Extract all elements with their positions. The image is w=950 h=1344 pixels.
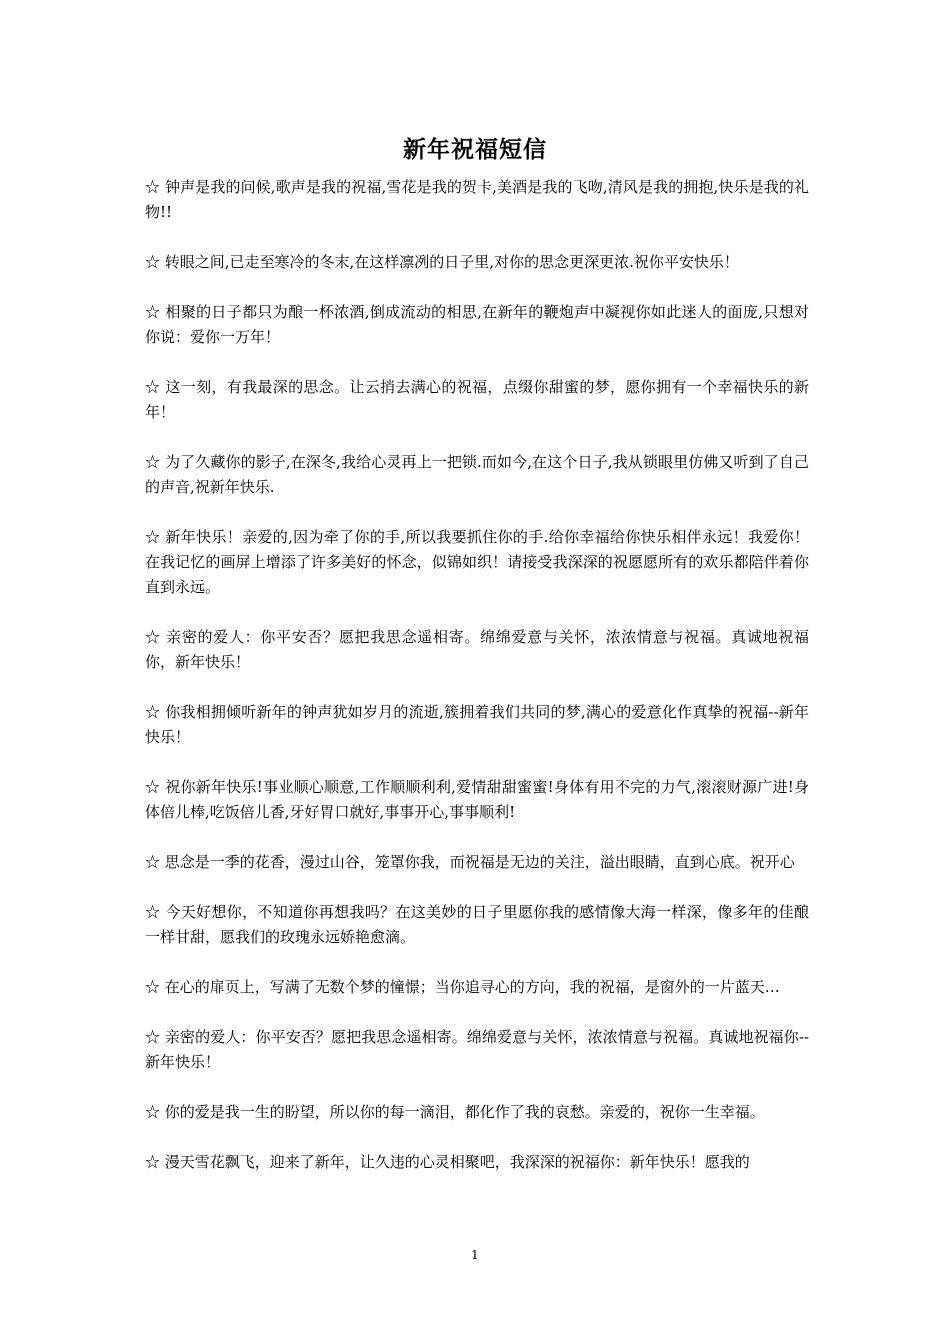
paragraph: ☆ 亲密的爱人：你平安否？愿把我思念遥相寄。绵绵爱意与关怀，浓浓情意与祝福。真诚地祝福你--新年快乐！ bbox=[145, 1028, 809, 1071]
paragraph: ☆ 这一刻，有我最深的思念。让云捎去满心的祝福，点缀你甜蜜的梦，愿你拥有一个幸福快乐的新年！ bbox=[145, 378, 809, 421]
paragraph: ☆ 亲密的爱人：你平安否？愿把我思念遥相寄。绵绵爱意与关怀，浓浓情意与祝福。真诚地祝福你，新年快乐！ bbox=[145, 628, 809, 671]
paragraph: ☆ 祝你新年快乐!事业顺心顺意,工作顺顺利利,爱情甜甜蜜蜜!身体有用不完的力气,滚滚财源广进!身体倍儿棒,吃饭倍儿香,牙好胃口就好,事事开心,事事顺利! bbox=[145, 778, 809, 821]
paragraph: ☆ 新年快乐！亲爱的,因为牵了你的手,所以我要抓住你的手.给你幸福给你快乐相伴永远！我爱你！ 在我记忆的画屏上增添了许多美好的怀念，似锦如织！请接受我深深的祝愿愿所有的欢乐都陪伴着你直到永远。 bbox=[145, 528, 809, 596]
paragraph: ☆ 你我相拥倾听新年的钟声犹如岁月的流逝,簇拥着我们共同的梦,满心的爱意化作真挚的祝福--新年快乐！ bbox=[145, 703, 809, 746]
paragraph: ☆ 为了久藏你的影子,在深冬,我给心灵再上一把锁.而如今,在这个日子,我从锁眼里仿佛又听到了自己的声音,祝新年快乐. bbox=[145, 453, 809, 496]
page-number: 1 bbox=[471, 1248, 479, 1262]
paragraph: ☆ 转眼之间,已走至寒冷的冬末,在这样凛冽的日子里,对你的思念更深更浓.祝你平安快乐！ bbox=[145, 253, 739, 271]
paragraph: ☆ 思念是一季的花香，漫过山谷，笼罩你我，而祝福是无边的关注，溢出眼睛，直到心底。祝开心 bbox=[145, 853, 795, 871]
paragraph: ☆ 今天好想你，不知道你再想我吗？在这美妙的日子里愿你我的感情像大海一样深，像多年的佳酿一样甘甜，愿我们的玫瑰永远娇艳愈滴。 bbox=[145, 903, 809, 946]
paragraph: ☆ 漫天雪花飘飞，迎来了新年，让久违的心灵相聚吧，我深深的祝福你：新年快乐！愿我的 bbox=[145, 1153, 750, 1171]
document-body bbox=[145, 175, 809, 1200]
paragraph: ☆ 你的爱是我一生的盼望，所以你的每一滴泪，都化作了我的哀愁。亲爱的，祝你一生幸福。 bbox=[145, 1103, 765, 1121]
paragraph: ☆ 钟声是我的问候,歌声是我的祝福,雪花是我的贺卡,美酒是我的飞吻,清风是我的拥抱,快乐是我的礼物!! bbox=[145, 178, 809, 221]
paragraph: ☆ 在心的扉页上，写满了无数个梦的憧憬；当你追寻心的方向，我的祝福，是窗外的一片蓝天… bbox=[145, 978, 780, 996]
paragraph: ☆ 相聚的日子都只为酿一杯浓酒,倒成流动的相思,在新年的鞭炮声中凝视你如此迷人的面庞,只想对你说：爱你一万年！ bbox=[145, 303, 809, 346]
document-title: 新年祝福短信 bbox=[403, 136, 547, 163]
